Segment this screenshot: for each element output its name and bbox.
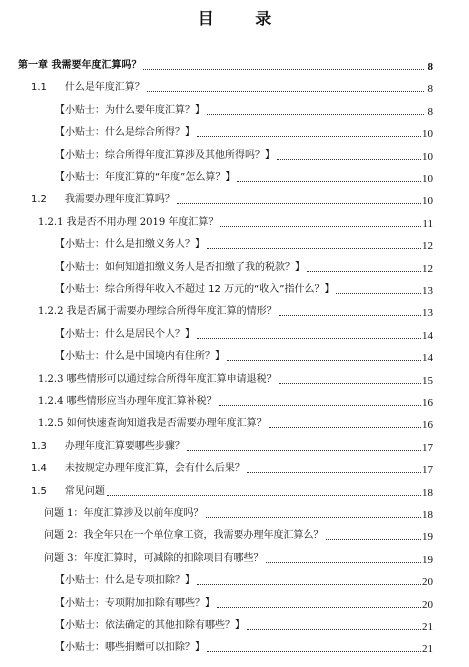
toc-entry[interactable] <box>55 143 433 163</box>
toc-page-number: 10 <box>422 195 433 208</box>
toc-page-number: 10 <box>422 173 433 185</box>
toc-entry-text: 第一章 我需要年度汇算吗？ <box>18 60 142 71</box>
toc-entry-label <box>55 105 205 118</box>
toc-entry-text: 【小贴士：什么是中国境内有住所？】 <box>55 351 225 363</box>
toc-dot-leader <box>266 562 421 563</box>
toc-entry-label <box>38 306 277 319</box>
toc-entry-text: 什么是年度汇算？ <box>64 82 145 94</box>
toc-entry-text: 【小贴士：哪些捐赠可以扣除？】 <box>55 642 205 654</box>
toc-dot-leader <box>269 427 421 428</box>
toc-entry-text: 1.2.1 我是否不用办理 2019 年度汇算？ <box>38 216 219 228</box>
toc-entry[interactable] <box>44 523 433 543</box>
toc-entry-text: 问题 3：年度汇算时，可减除的扣除项目有哪些？ <box>44 552 264 564</box>
toc-entry-label <box>31 82 145 95</box>
toc-dot-leader <box>207 248 421 249</box>
toc-entry[interactable] <box>55 635 433 655</box>
toc-dot-leader <box>279 383 421 384</box>
toc-entry-number: 1.2 <box>31 194 47 206</box>
toc-entry-text: 【小贴士：依法确定的其他扣除有哪些？】 <box>55 620 245 631</box>
toc-entry-text: 【小贴士：什么是专项扣除？】 <box>55 575 195 587</box>
toc-entry-label <box>31 463 245 476</box>
toc-entry-text: 【小贴士：为什么要年度汇算？】 <box>55 104 205 116</box>
toc-entry[interactable] <box>31 75 433 95</box>
toc-entry-text: 【小贴士：综合所得年收入不超过 12 万元的“收入”指什么？】 <box>55 284 335 295</box>
toc-page-number: 8 <box>427 105 433 118</box>
toc-entry-text: 办理年度汇算要哪些步骤？ <box>64 440 185 452</box>
toc-entry[interactable] <box>38 411 433 431</box>
toc-entry-label <box>18 60 141 73</box>
toc-entry-label <box>31 194 175 207</box>
toc-page-number: 8 <box>427 61 433 73</box>
toc-page-number: 10 <box>422 128 433 141</box>
toc-dot-leader <box>307 271 421 272</box>
toc-entry-label <box>55 642 205 655</box>
toc-dot-leader <box>197 584 421 585</box>
toc-entry[interactable] <box>31 187 433 207</box>
toc-entry-text: 【小贴士：什么是居民个人？】 <box>55 328 195 340</box>
toc-entry-label <box>55 598 215 611</box>
toc-dot-leader <box>207 651 421 652</box>
toc-entry[interactable] <box>18 53 433 73</box>
toc-dot-leader <box>219 405 421 406</box>
toc-entry[interactable] <box>44 501 433 521</box>
toc-page-number: 12 <box>422 262 433 275</box>
toc-page-number: 13 <box>422 307 433 320</box>
toc-page-number: 11 <box>422 217 433 230</box>
toc-dot-leader <box>177 203 421 204</box>
toc-page-number: 16 <box>422 397 433 409</box>
toc-entry-number: 1.1 <box>31 82 47 94</box>
toc-entry[interactable] <box>55 322 433 342</box>
toc-entry[interactable] <box>55 568 433 588</box>
toc-entry[interactable] <box>38 299 433 319</box>
toc-entry[interactable] <box>55 255 433 275</box>
toc-entry[interactable] <box>55 344 433 364</box>
toc-entry-text: 【小贴士：专项附加扣除有哪些？】 <box>55 597 215 609</box>
toc-entry-label <box>31 486 105 499</box>
toc-entry-label <box>44 508 204 521</box>
toc-entry[interactable] <box>44 546 433 566</box>
toc-dot-leader <box>220 226 421 227</box>
toc-entry-label <box>44 530 324 543</box>
toc-dot-leader <box>326 539 421 540</box>
toc-dot-leader <box>277 159 421 160</box>
toc-entry-text: 未按规定办理年度汇算，会有什么后果？ <box>64 463 245 475</box>
toc-page-number: 8 <box>427 83 433 96</box>
toc-entry-text: 1.2.2 我是否属于需要办理综合所得年度汇算的情形？ <box>38 306 277 318</box>
toc-entry[interactable] <box>55 165 433 185</box>
toc-entry[interactable] <box>55 232 433 252</box>
toc-entry-label <box>55 262 305 275</box>
toc-page-number: 14 <box>422 352 433 365</box>
toc-dot-leader <box>197 338 421 339</box>
toc-page-number: 16 <box>422 419 433 432</box>
toc-entry-label <box>55 150 275 163</box>
toc-dot-leader <box>217 607 421 608</box>
toc-entry-label <box>55 172 235 185</box>
toc-dot-leader <box>279 315 421 316</box>
toc-page-number: 14 <box>422 329 433 342</box>
toc-entry-text: 【小贴士：如何知道扣缴义务人是否扣缴了我的税款？】 <box>55 261 305 273</box>
toc-dot-leader <box>227 360 421 361</box>
toc-entry[interactable] <box>55 277 433 297</box>
toc-entry[interactable] <box>55 591 433 611</box>
toc-entry[interactable] <box>31 456 433 476</box>
toc-page-number: 15 <box>422 374 433 387</box>
toc-dot-leader <box>147 91 424 92</box>
toc-dot-leader <box>207 114 424 115</box>
toc-entry[interactable] <box>31 479 433 499</box>
toc-page-number: 19 <box>422 553 433 566</box>
toc-dot-leader <box>247 629 421 630</box>
toc-entry-text: 1.2.5 如何快速查询知道我是否需要办理年度汇算？ <box>38 418 267 430</box>
toc-entry-label <box>55 127 195 140</box>
toc-entry[interactable] <box>38 367 433 387</box>
toc-entry-number: 1.5 <box>31 485 47 497</box>
toc-entry[interactable] <box>38 210 433 230</box>
toc-entry[interactable] <box>55 120 433 140</box>
toc-entry-number: 1.4 <box>31 463 47 475</box>
toc-page-number: 10 <box>422 150 433 163</box>
toc-page-number: 12 <box>422 240 433 253</box>
toc-entry-number: 1.3 <box>31 440 47 452</box>
toc-entry-label <box>38 418 267 431</box>
toc-entry-label <box>55 239 205 252</box>
toc-entry-text: 【小贴士：综合所得年度汇算涉及其他所得吗？】 <box>55 149 275 161</box>
toc-dot-leader <box>143 69 424 70</box>
toc-page-number: 18 <box>422 509 433 521</box>
toc-entry-label <box>55 575 195 588</box>
toc-entry[interactable] <box>31 434 433 454</box>
toc-entry[interactable] <box>55 613 433 633</box>
toc-entry-text: 【小贴士：什么是扣缴义务人？】 <box>55 239 205 251</box>
toc-page-number: 17 <box>422 441 433 454</box>
toc-page-number: 20 <box>422 598 433 611</box>
toc-dot-leader <box>247 472 421 473</box>
toc-page-number: 18 <box>422 486 433 499</box>
toc-dot-leader <box>107 495 421 496</box>
toc-entry-text: 1.2.3 哪些情形可以通过综合所得年度汇算申请退税？ <box>38 373 277 385</box>
toc-page-number: 13 <box>422 285 433 297</box>
toc-entry-label <box>55 329 195 342</box>
toc-entry-text: 我需要办理年度汇算吗？ <box>64 194 175 206</box>
toc-entry-label <box>44 553 264 566</box>
toc-entry[interactable] <box>38 389 433 409</box>
toc-entry-text: 问题 1：年度汇算涉及以前年度吗？ <box>44 508 204 519</box>
page-title: 目 录 <box>197 9 290 28</box>
toc-dot-leader <box>237 181 421 182</box>
toc-page-number: 21 <box>422 621 433 633</box>
toc-entry-label <box>38 217 218 230</box>
toc-entry-label <box>55 620 245 633</box>
toc-entry-text: 【小贴士：什么是综合所得？】 <box>55 127 195 139</box>
toc-entry-text: 【小贴士：年度汇算的“年度”怎么算？】 <box>55 172 236 183</box>
toc-page-number: 17 <box>422 464 433 477</box>
toc-entry-text: 1.2.4 哪些情形应当办理年度汇算补税？ <box>38 396 217 407</box>
toc-entry-label <box>38 396 217 409</box>
toc-entry-label <box>31 441 185 454</box>
toc-page-number: 19 <box>422 531 433 544</box>
toc-entry-text: 常见问题 <box>64 485 105 497</box>
toc-entry-label <box>55 284 334 297</box>
toc-entry-label <box>55 351 225 364</box>
toc-entry[interactable] <box>55 98 433 118</box>
toc-dot-leader <box>197 136 421 137</box>
toc-page-number: 20 <box>422 576 433 589</box>
toc-entry-text: 问题 2：我全年只在一个单位拿工资，我需要办理年度汇算么？ <box>44 530 324 542</box>
toc-dot-leader <box>336 293 421 294</box>
toc-entry-label <box>38 374 277 387</box>
toc-page-number: 21 <box>422 643 433 656</box>
toc-dot-leader <box>206 517 421 518</box>
toc-dot-leader <box>187 450 421 451</box>
